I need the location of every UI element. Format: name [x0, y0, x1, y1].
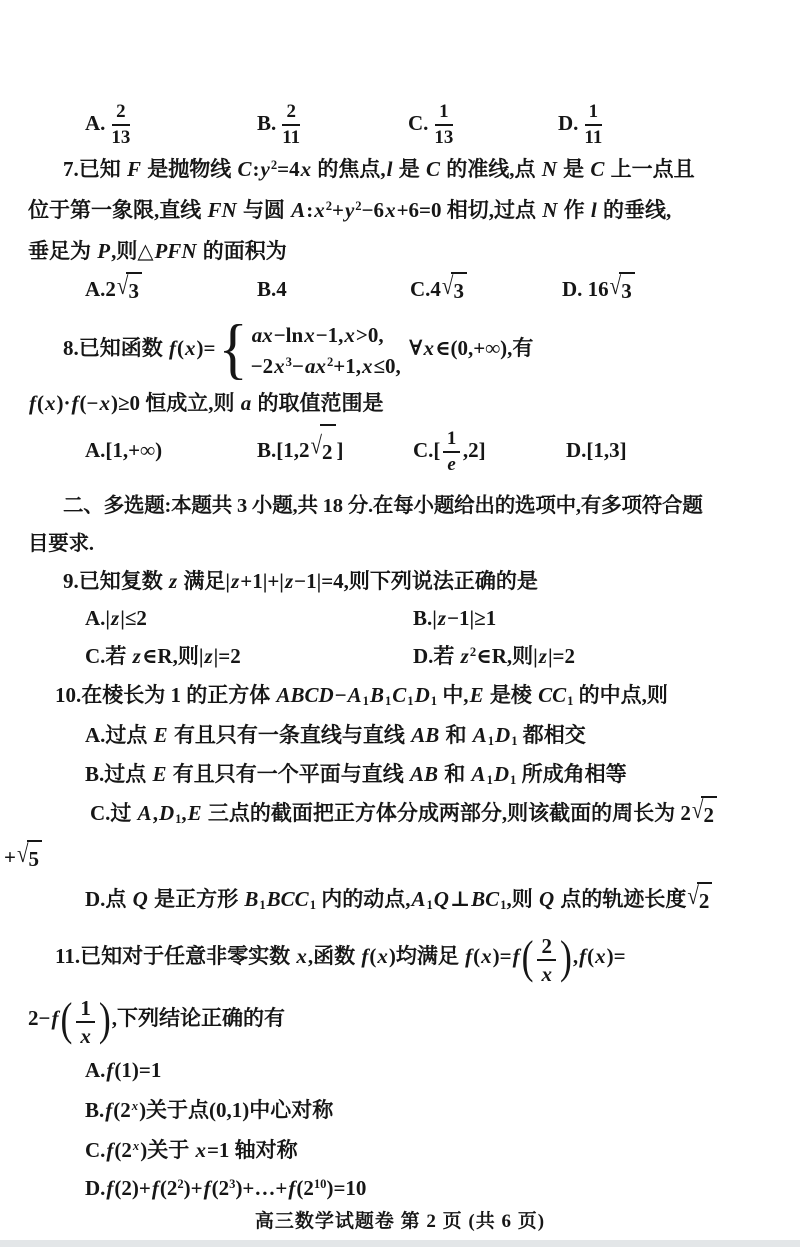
section-header-line-2: 目要求.: [28, 533, 94, 555]
option-d: D. $\frac{1}{11}$: [558, 101, 603, 149]
option-c: C.过 A,D1,E 三点的截面把正方体分成两部分,则该截面的周长为 2 √ 2: [90, 796, 718, 832]
option-c: C.若 z∈R,则|z|=2: [85, 644, 241, 668]
option-a: A.2 √ 3: [85, 272, 143, 308]
option-d: D.[1,3]: [566, 438, 627, 462]
question-9-line-1: 9.已知复数 z 满足|z+1|+|z−1|=4,则下列说法正确的是: [63, 569, 538, 593]
option-b: B.[1,2 √ 2 ]: [257, 424, 344, 478]
question-11-line-1: 11.已知对于任意非零实数 x,函数 f(x)均满足 f(x)=f ( $\frac{2}{x}$ ) ,f(x)=: [55, 931, 626, 987]
question-11-line-2: 2−f ( $\frac{1}{x}$ ) ,下列结论正确的有: [28, 993, 285, 1049]
question-7-line-3: 垂足为 P,则△PFN 的面积为: [28, 239, 287, 263]
option-a: A.[1,+∞): [85, 438, 163, 462]
option-c: C. $\frac{1}{13}$: [408, 101, 454, 149]
question-8-line-1: 8.已知函数 f(x)= { ax−lnx−1,x>0, $-2x^3-ax^2+1,x\le 0$, ∀x∈(0,+∞),有: [63, 311, 534, 387]
question-10-line-1: 10.在棱长为 1 的正方体 ABCD−A1B1C1D1 中,E 是棱 CC1 的中点,则: [55, 683, 668, 709]
option-d: D. 16 √ 3: [562, 272, 636, 308]
option-c-continued: + √ 5: [4, 840, 43, 876]
option-c: C.[ $\frac{1}{e}$ ,2]: [413, 428, 486, 476]
option-d: D.若 $z^2\in R$,则|z|=2: [413, 644, 576, 668]
option-b: B.|z−1|≥1: [413, 606, 497, 630]
option-c: C.f(2$^x$)关于 x=1 轴对称: [85, 1138, 298, 1162]
option-a: A.过点 E 有且只有一条直线与直线 AB 和 A1D1 都相交: [85, 723, 586, 749]
option-b: B.f(2$^x$)关于点(0,1)中心对称: [85, 1098, 334, 1122]
option-c: C.4 √ 3: [410, 272, 468, 308]
option-a: A.|z|≤2: [85, 606, 147, 630]
page-bottom-edge: [0, 1240, 800, 1247]
option-b: B. $\frac{2}{11}$: [257, 101, 301, 149]
question-8-line-2: f(x)·f(−x)≥0 恒成立,则 a 的取值范围是: [29, 391, 384, 415]
page-footer: 高三数学试题卷 第 2 页 (共 6 页): [254, 1211, 546, 1232]
section-header-line-1: 二、多选题:本题共 3 小题,共 18 分.在每小题给出的选项中,有多项符合题: [63, 495, 703, 517]
option-b: B.4: [257, 277, 287, 301]
option-d: $D.f(2)+f(2^2)+f(2^3)+\dots+f(2^{10})=10$: [85, 1176, 367, 1200]
option-a: A.f(1)=1: [85, 1058, 162, 1082]
option-d: D.点 Q 是正方形 B1BCC1 内的动点,A1Q⊥BC1,则 Q 点的轨迹长度 √ 2: [85, 882, 713, 918]
question-7-line-2: 位于第一象限,直线 FN 与圆 $A:x^2+y^2-6x+6=0$ 相切,过点 N 作 l 的垂线,: [28, 198, 672, 222]
question-7-line-1: 7.已知 F 是抛物线 $C:y^2=4x$ 的焦点,l 是 C 的准线,点 N 是 C 上一点且: [63, 157, 695, 181]
option-a: A. $\frac{2}{13}$: [85, 101, 131, 149]
option-b: B.过点 E 有且只有一个平面与直线 AB 和 A1D1 所成角相等: [85, 762, 627, 788]
